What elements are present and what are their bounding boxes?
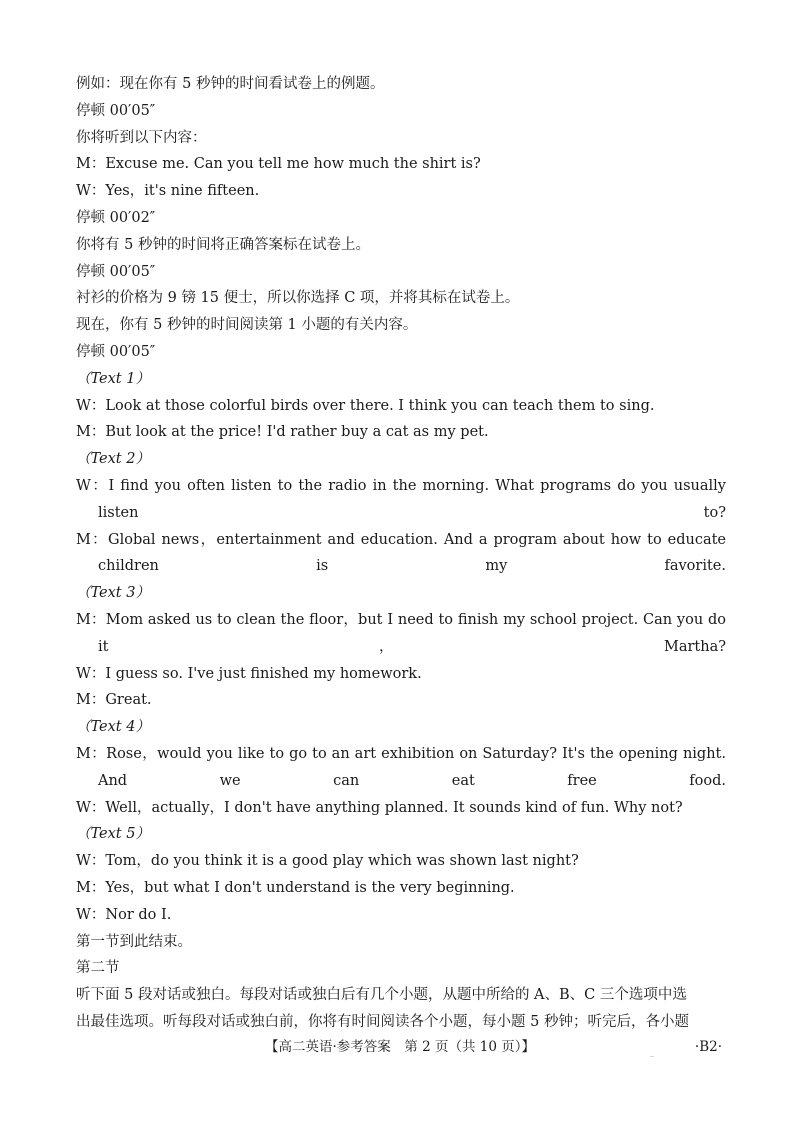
- text-line: 你将有 5 秒钟的时间将正确答案标在试卷上。: [76, 236, 370, 253]
- dialogue-line: M：Yes，but what I don't understand is the very beginning.: [76, 879, 515, 896]
- footer-title: 【高二英语·参考答案 第 2 页（共 10 页）】: [265, 1039, 535, 1055]
- instruction-line: 听下面 5 段对话或独白。每段对话或独白后有几个小题，从题中所给的 A、B、C 三个选项中选: [76, 987, 687, 1004]
- pause-line: 停顿 00′05″: [76, 343, 156, 360]
- text-section-label: （Text 2）: [76, 451, 150, 468]
- dialogue-line: M：Global news，entertainment and education. And a program about how to educate children is my favorite.: [76, 531, 726, 575]
- dialogue-line: W：Well，actually，I don't have anything planned. It sounds kind of fun. Why not?: [76, 799, 683, 816]
- dialogue-line: W：Tom，do you think it is a good play which was shown last night?: [76, 853, 579, 870]
- dialogue-line: M：Excuse me. Can you tell me how much the shirt is?: [76, 156, 481, 173]
- document-body: [76, 71, 726, 1036]
- text-line: 你将听到以下内容：: [76, 129, 207, 146]
- section-heading: 第二节: [76, 960, 120, 977]
- text-line: 衬衫的价格为 9 镑 15 便士，所以你选择 C 项，并将其标在试卷上。: [76, 290, 520, 307]
- section-end-line: 第一节到此结束。: [76, 933, 192, 950]
- text-section-label: （Text 3）: [76, 585, 150, 602]
- page-code: ·B2·: [694, 1039, 722, 1055]
- dialogue-line: M：But look at the price! I'd rather buy a cat as my pet.: [76, 424, 489, 441]
- page-footer: [0, 1035, 800, 1059]
- pause-line: 停顿 00′02″: [76, 209, 156, 226]
- text-line: 例如：现在你有 5 秒钟的时间看试卷上的例题。: [76, 76, 385, 92]
- dialogue-line: M：Rose，would you like to go to an art exhibition on Saturday? It's the opening night. And we can eat free food.: [76, 745, 726, 789]
- dialogue-line: W：I guess so. I've just finished my homework.: [76, 665, 422, 682]
- instruction-line: 出最佳选项。听每段对话或独白前，你将有时间阅读各个小题，每小题 5 秒钟；听完后，各小题: [76, 1013, 689, 1030]
- text-line: 现在，你有 5 秒钟的时间阅读第 1 小题的有关内容。: [76, 317, 418, 334]
- dialogue-line: W：Nor do I.: [76, 906, 172, 923]
- footer-mark: _: [650, 1048, 654, 1057]
- dialogue-line: M：Great.: [76, 692, 152, 709]
- text-section-label: （Text 1）: [76, 370, 150, 387]
- dialogue-line: W：I find you often listen to the radio in the morning. What programs do you usually listen to?: [76, 477, 726, 521]
- text-section-label: （Text 4）: [76, 719, 150, 736]
- dialogue-line: M：Mom asked us to clean the floor，but I need to finish my school project. Can you do it，Martha?: [76, 611, 726, 655]
- text-section-label: （Text 5）: [76, 826, 150, 843]
- pause-line: 停顿 00′05″: [76, 263, 156, 280]
- dialogue-line: W：Look at those colorful birds over there. I think you can teach them to sing.: [76, 397, 655, 414]
- pause-line: 停顿 00′05″: [76, 102, 156, 119]
- dialogue-line: W：Yes，it's nine fifteen.: [76, 183, 260, 200]
